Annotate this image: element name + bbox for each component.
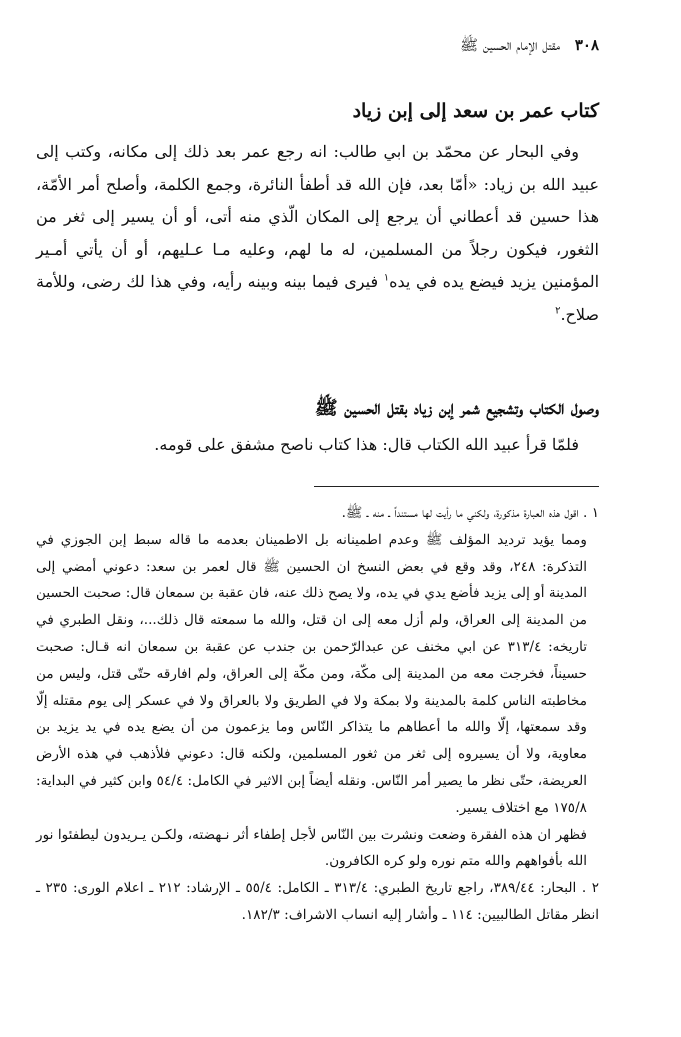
footnote-divider	[314, 486, 599, 487]
page-number: ٣٠٨	[574, 36, 599, 54]
footnote-marker[interactable]: ١	[383, 272, 390, 284]
footnote-marker[interactable]: ٢	[555, 305, 561, 317]
paragraph-text-continued: فيرى فيما بينه وبينه رأيه، وفي هذا لك رضى، وللأمة صلاح.	[36, 272, 599, 324]
section-heading-arrival: وصول الكتاب وتشجيع شمر إبن زياد بقتل الحسين ﷺ	[314, 397, 599, 419]
section-body-arrival	[36, 429, 599, 462]
footnote-2: ٢ . البحار: ٣٨٩/٤٤، راجع تاريخ الطبري: ٣١٣/٤ ـ الكامل: ٥٥/٤ ـ الإرشاد: ٢١٢ ـ اعلام الورى: ٢٣٥ ـ انظر مقاتل الطالبيين: ١١٤ ـ وأشار إليه انساب الاشراف: ١٨٢/٣.	[36, 880, 599, 923]
section-body-letter	[36, 136, 599, 331]
section-heading-letter: كتاب عمر بن سعد إلى إبن زياد	[352, 100, 599, 122]
running-header	[36, 30, 599, 60]
paragraph-letter	[36, 136, 599, 331]
footnote-1-conclusion: فظهر ان هذه الفقرة وضعت ونشرت بين النّاس لأجل إطفاء أثر نـهضته، ولكـن يـريدون ليطفئوا نور الله بأفواههم والله متم نوره ولو كره الكافرون.	[36, 826, 587, 870]
book-title: مقتل الإمام الحسين ﷺ	[460, 36, 561, 54]
footnote-1-intro: ١ . اقول هذه العبارة مذكورة، ولكني ما رأيت لها مستنداً ـ منه ـ ﷺ.	[341, 505, 599, 521]
book-page	[36, 30, 599, 1010]
footnote-1-body: ومما يؤيد ترديد المؤلف ﷺ وعدم اطمينانه بل الاطمينان بعدمه ما قاله سبط إبن الجوزي في التذكرة: ٢٤٨، وقد وقع في بعض النسخ ان الحسين ﷺ قال لعمر بن سعد: دعوني أمضي إلى المدينة أو إلى يزيد فأضع يدي في يده، ولا يصح ذلك عنه، فان عقبة بن سمعان قال: صحبت الحسين من المدينة إلى العراق، ولم أزل معه إلى ان قتل، والله ما سمعته قال ذلك...، ونقل الطبري في تاريخه: ٣١٣/٤ عن ابي مخنف عن عبدالرّحمن بن جندب عن عقبة بن سمعان انه قـال: صحبت حسيناً، فخرجت معه من المدينة إلى مكّة، ومن مكّة إلى العراق، ولم افارقه حتّى قتل، وليس من مخاطبته الناس كلمة بالمدينة ولا بمكة ولا في الطريق ولا بالعراق ولا في عسكر إلى يوم مقتله إلّا وقد سمعتها، إلّا والله ما أعطاهم ما يتذاكر النّاس وما يزعمون من أن يضع يده في يد يزيد بن معاوية، ولا أن يسيروه إلى ثغر من ثغور المسلمين، ولكنه قال: دعوني فلأذهب في هذه الأرض العريضة، حتّى نظر ما يصير أمر النّاس. ونقله أيضاً إبن الاثير في الكامل: ٥٤/٤ وابن كثير في البداية: ١٧٥/٨ مع اختلاف يسير.	[36, 531, 587, 816]
paragraph-text: وفي البحار عن محمّد بن ابي طالب: انه رجع عمر بعد ذلك إلى مكانه، وكتب إلى عبيد الله بن زياد: «أمّا بعد، فإن الله قد أطفأ النائرة، وجمع الكلمة، وأصلح أمر الأمّة، هذا حسين قد أعطاني أن يرجع إلى المكان الّذي منه أتى، أو أن يسير إلى ثغر من الثغور، فيكون رجلاً من المسلمين، له ما لهم، وعليه مـا عـليهم، أو أن يأتي أمـير المؤمنين يزيد فيضع يده في يده	[36, 142, 600, 291]
footnotes	[36, 500, 599, 929]
paragraph-arrival: فلمّا قرأ عبيد الله الكتاب قال: هذا كتاب ناصح مشفق على قومه.	[154, 435, 579, 454]
